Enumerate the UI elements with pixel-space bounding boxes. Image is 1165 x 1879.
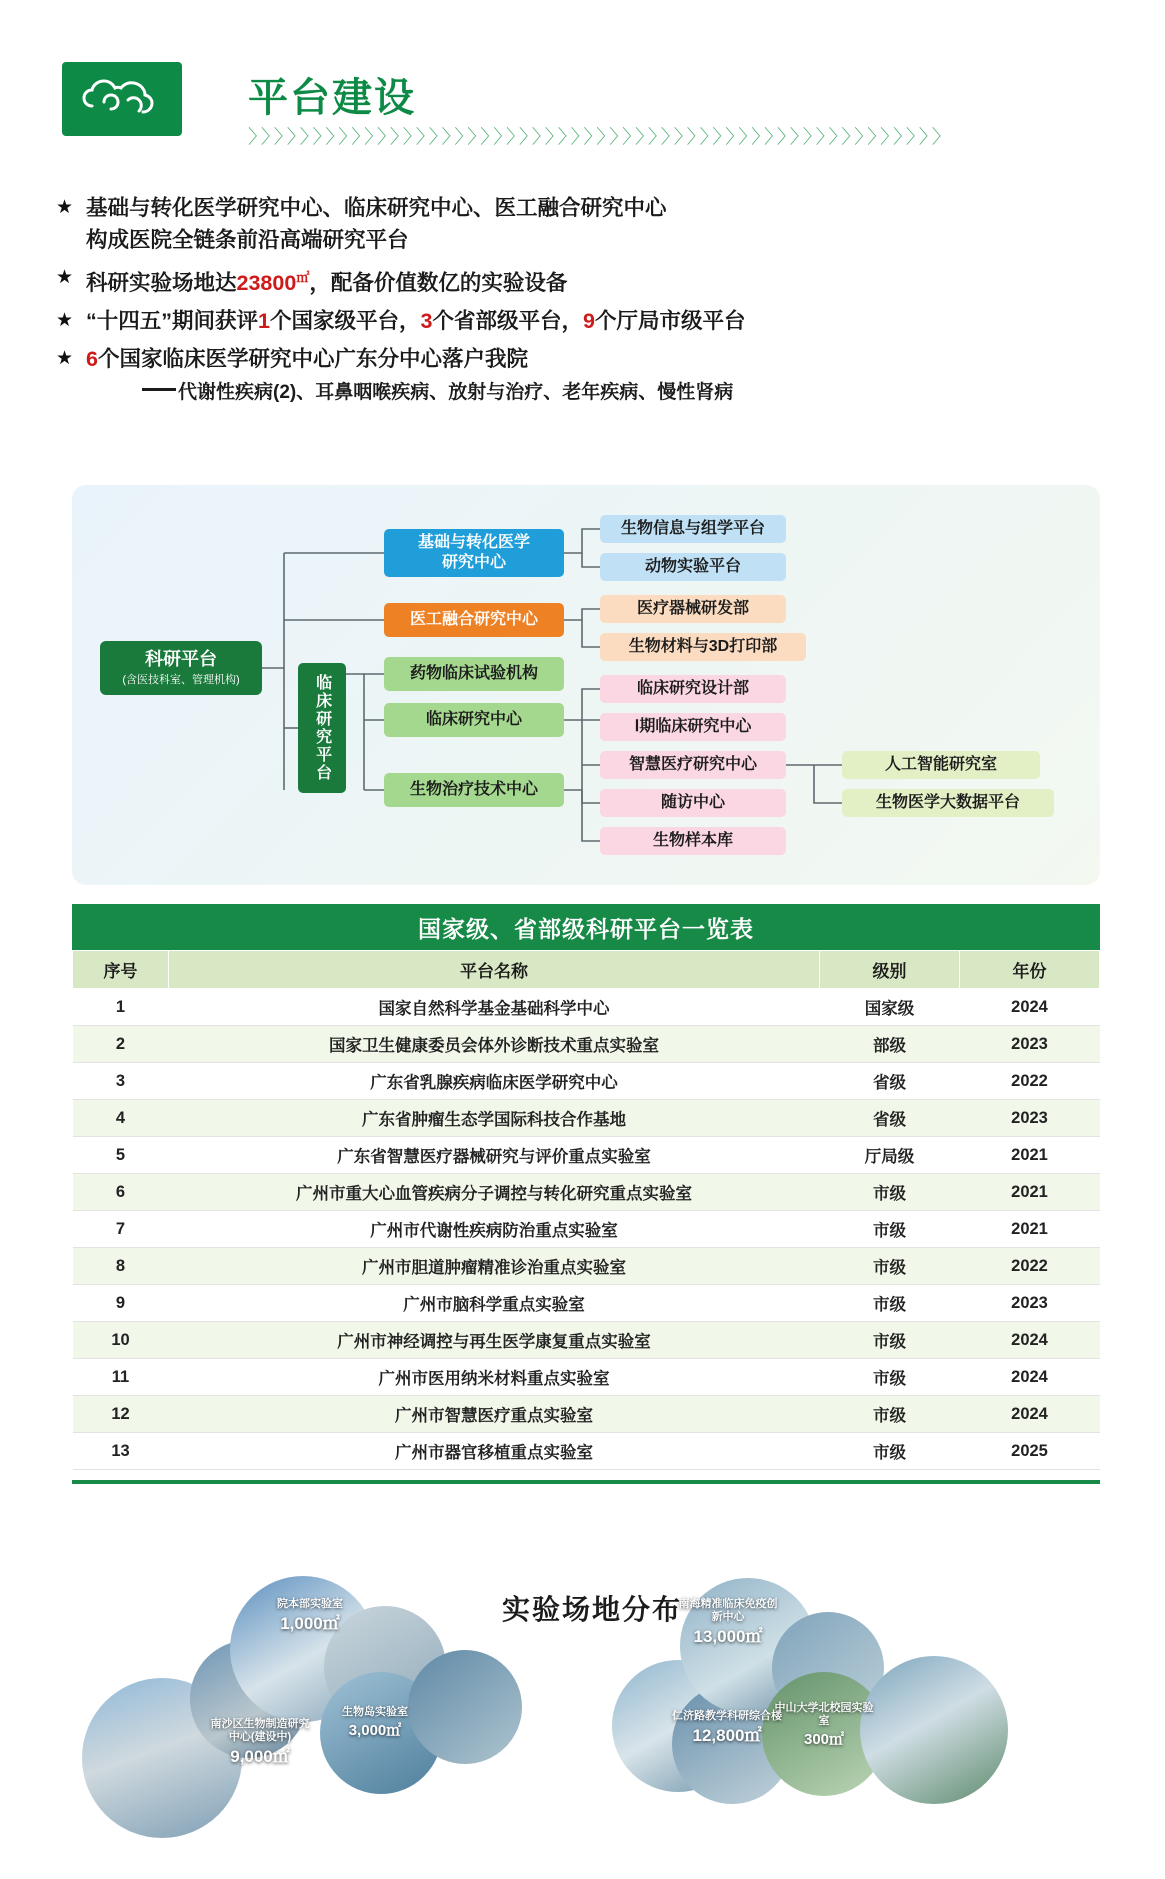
star-icon: ★ <box>56 348 74 370</box>
star-icon: ★ <box>56 197 74 218</box>
cell-level: 市级 <box>820 1322 960 1359</box>
star-icon: ★ <box>56 310 74 332</box>
cell-year: 2021 <box>960 1137 1100 1174</box>
table-row <box>73 1359 1100 1396</box>
table-row <box>73 1174 1100 1211</box>
cell-level: 市级 <box>820 1211 960 1248</box>
bullet-4-text <box>86 343 733 375</box>
site-label-bioisland <box>326 1706 424 1740</box>
diagram-node-clinical-platform: 临床研究平台 <box>298 663 346 793</box>
site-photo-sysu-north-2 <box>860 1656 1008 1804</box>
logo-badge <box>62 62 182 136</box>
cell-year: 2023 <box>960 1026 1100 1063</box>
diagram-leaf-smart-medical-center: 智慧医疗研究中心 <box>600 751 786 779</box>
cell-level: 部级 <box>820 1026 960 1063</box>
table-row <box>73 1063 1100 1100</box>
diagram-root-subtitle: (含医技科室、管理机构) <box>122 673 240 686</box>
cell-no: 5 <box>73 1137 169 1174</box>
bullet-2-number: 23800 <box>236 271 297 296</box>
cell-name: 广州市代谢性疾病防治重点实验室 <box>169 1211 820 1248</box>
col-header-year: 年份 <box>960 951 1100 989</box>
table-body <box>73 989 1100 1470</box>
bullet-3-seg-3: 个省部级平台， <box>432 309 583 334</box>
table-row <box>73 1137 1100 1174</box>
cell-year: 2022 <box>960 1248 1100 1285</box>
bullet-2-pre: 科研实验场地达 <box>86 271 237 296</box>
table-row <box>73 1433 1100 1470</box>
table-row <box>73 989 1100 1026</box>
cell-name: 广东省肿瘤生态学国际科技合作基地 <box>169 1100 820 1137</box>
cell-level: 市级 <box>820 1285 960 1322</box>
diagram-node-medical-engineering-center: 医工融合研究中心 <box>384 603 564 637</box>
table-row <box>73 1285 1100 1322</box>
cell-name: 广州市智慧医疗重点实验室 <box>169 1396 820 1433</box>
cell-no: 10 <box>73 1322 169 1359</box>
cell-no: 7 <box>73 1211 169 1248</box>
site-area: 1,000㎡ <box>280 1614 340 1634</box>
site-label-sysu-north <box>772 1702 876 1749</box>
cell-name: 广州市神经调控与再生医学康复重点实验室 <box>169 1322 820 1359</box>
site-name: 仁济路教学科研综合楼 <box>672 1710 782 1722</box>
table-row <box>73 1322 1100 1359</box>
diagram-node-biotherapy-center: 生物治疗技术中心 <box>384 773 564 807</box>
cell-level: 市级 <box>820 1359 960 1396</box>
cell-year: 2022 <box>960 1063 1100 1100</box>
site-name: 生物岛实验室 <box>342 1706 408 1718</box>
diagram-leaf-followup-center: 随访中心 <box>600 789 786 817</box>
hospital-cloud-logo-icon <box>80 76 164 122</box>
cell-year: 2024 <box>960 1359 1100 1396</box>
star-icon: ★ <box>56 267 74 288</box>
cell-no: 13 <box>73 1433 169 1470</box>
site-name: 南沙区生物制造研究中心(建设中) <box>210 1718 310 1744</box>
site-area: 3,000㎡ <box>348 1722 402 1740</box>
site-label-nansha <box>206 1718 314 1768</box>
research-platform-diagram <box>72 485 1100 885</box>
table-header-row <box>73 951 1100 989</box>
cell-level: 市级 <box>820 1248 960 1285</box>
section-divider <box>72 1480 1100 1484</box>
bullet-3-text <box>86 305 745 337</box>
diagram-node-basic-translational-center <box>384 529 564 577</box>
cell-year: 2024 <box>960 1396 1100 1433</box>
cell-level: 国家级 <box>820 989 960 1026</box>
cell-no: 8 <box>73 1248 169 1285</box>
site-area: 13,000㎡ <box>693 1627 763 1647</box>
diagram-basic-line-2: 研究中心 <box>441 554 506 571</box>
chevron-divider: 〉〉〉〉〉〉〉〉〉〉〉〉〉〉〉〉〉〉〉〉〉〉〉〉〉〉〉〉〉〉〉〉〉〉〉〉〉〉〉〉〉〉〉〉〉〉〉〉〉〉〉〉〉〉 <box>248 126 955 148</box>
lab-sites-section <box>72 1540 1100 1860</box>
bullet-3-seg-2: 个国家级平台， <box>269 309 421 334</box>
cell-name: 广州市脑科学重点实验室 <box>169 1285 820 1322</box>
site-label-main <box>264 1598 356 1635</box>
bullet-item-2 <box>56 262 1116 299</box>
cell-name: 国家卫生健康委员会体外诊断技术重点实验室 <box>169 1026 820 1063</box>
cell-level: 市级 <box>820 1433 960 1470</box>
cell-year: 2024 <box>960 1322 1100 1359</box>
bullet-3-num-3: 9 <box>582 309 595 334</box>
cell-year: 2021 <box>960 1174 1100 1211</box>
bullet-3-num-1: 1 <box>258 309 270 334</box>
site-label-nanhai <box>676 1598 780 1648</box>
bullet-4-seg: 个国家临床医学研究中心广东分中心落户我院 <box>97 347 528 372</box>
cell-name: 广州市重大心血管疾病分子调控与转化研究重点实验室 <box>169 1174 820 1211</box>
bullet-1-line-2: 构成医院全链条前沿高端研究平台 <box>86 228 409 252</box>
diagram-leaf-ai-lab: 人工智能研究室 <box>842 751 1040 779</box>
bullet-item-3 <box>56 305 1116 337</box>
site-label-renji <box>668 1710 786 1747</box>
cell-name: 广州市医用纳米材料重点实验室 <box>169 1359 820 1396</box>
bullet-2-text <box>86 262 567 299</box>
bullet-3-seg-1: “十四五”期间获评 <box>86 309 259 334</box>
page-title: 平台建设 <box>248 76 416 120</box>
col-header-name: 平台名称 <box>169 951 820 989</box>
bullet-2-unit: ㎡ <box>296 270 310 285</box>
cell-year: 2025 <box>960 1433 1100 1470</box>
cell-name: 广东省乳腺疾病临床医学研究中心 <box>169 1063 820 1100</box>
bullet-list <box>56 192 1116 415</box>
table-row <box>73 1026 1100 1063</box>
cell-no: 6 <box>73 1174 169 1211</box>
cell-year: 2023 <box>960 1285 1100 1322</box>
diagram-leaf-device-rd: 医疗器械研发部 <box>600 595 786 623</box>
site-photo-bioisland-2 <box>408 1650 522 1764</box>
diagram-leaf-phase1-center: Ⅰ期临床研究中心 <box>600 713 786 741</box>
bullet-2-post: ，配备价值数亿的实验设备 <box>309 271 568 296</box>
bullet-item-1 <box>56 192 1116 256</box>
cell-year: 2021 <box>960 1211 1100 1248</box>
diagram-leaf-biomedical-bigdata: 生物医学大数据平台 <box>842 789 1054 817</box>
diagram-leaf-bioinformatics: 生物信息与组学平台 <box>600 515 786 543</box>
cell-no: 2 <box>73 1026 169 1063</box>
site-area: 12,800㎡ <box>692 1726 762 1746</box>
site-area: 9,000㎡ <box>230 1747 290 1767</box>
cell-no: 1 <box>73 989 169 1026</box>
table-row <box>73 1396 1100 1433</box>
diagram-node-clinical-research-center: 临床研究中心 <box>384 703 564 737</box>
bullet-3-seg-4: 个厅局市级平台 <box>594 309 746 334</box>
lab-sites-title: 实验场地分布 <box>502 1594 683 1625</box>
diagram-leaf-animal-lab: 动物实验平台 <box>600 553 786 581</box>
cell-name: 广州市器官移植重点实验室 <box>169 1433 820 1470</box>
bullet-3-num-2: 3 <box>420 309 433 334</box>
site-area: 300㎡ <box>803 1731 845 1749</box>
cell-no: 9 <box>73 1285 169 1322</box>
bullet-item-4 <box>56 343 1116 409</box>
dash-icon <box>142 388 176 391</box>
bullet-4-number: 6 <box>86 347 98 372</box>
table-row <box>73 1248 1100 1285</box>
table-title: 国家级、省部级科研平台一览表 <box>72 904 1100 950</box>
diagram-node-drug-trial-org: 药物临床试验机构 <box>384 657 564 691</box>
col-header-no: 序号 <box>73 951 169 989</box>
site-name: 中山大学北校园实验室 <box>774 1702 874 1728</box>
site-name: 院本部实验室 <box>277 1598 343 1610</box>
platform-table-section <box>72 904 1100 1484</box>
diagram-node-root <box>100 641 262 695</box>
cell-no: 3 <box>73 1063 169 1100</box>
platform-table <box>72 950 1100 1470</box>
cell-no: 4 <box>73 1100 169 1137</box>
cell-name: 广州市胆道肿瘤精准诊治重点实验室 <box>169 1248 820 1285</box>
diagram-root-title: 科研平台 <box>145 649 217 670</box>
diagram-leaf-clinical-design: 临床研究设计部 <box>600 675 786 703</box>
diagram-basic-line-1: 基础与转化医学 <box>417 534 530 551</box>
cell-name: 国家自然科学基金基础科学中心 <box>169 989 820 1026</box>
bullet-4-note-row <box>142 375 733 409</box>
cell-level: 市级 <box>820 1396 960 1433</box>
diagram-leaf-biomaterials-3dprint: 生物材料与3D打印部 <box>600 633 806 661</box>
page-header <box>62 62 1107 152</box>
cell-level: 省级 <box>820 1063 960 1100</box>
bullet-1-line-1: 基础与转化医学研究中心、临床研究中心、医工融合研究中心 <box>86 196 667 220</box>
cell-level: 市级 <box>820 1174 960 1211</box>
cell-level: 厅局级 <box>820 1137 960 1174</box>
site-name: 南海精准临床免疫创新中心 <box>678 1598 778 1624</box>
table-row <box>73 1100 1100 1137</box>
bullet-4-note: 代谢性疾病(2)、耳鼻咽喉疾病、放射与治疗、老年疾病、慢性肾病 <box>178 382 734 404</box>
cell-level: 省级 <box>820 1100 960 1137</box>
cell-no: 11 <box>73 1359 169 1396</box>
diagram-leaf-biobank: 生物样本库 <box>600 827 786 855</box>
cell-year: 2024 <box>960 989 1100 1026</box>
cell-no: 12 <box>73 1396 169 1433</box>
cell-year: 2023 <box>960 1100 1100 1137</box>
col-header-level: 级别 <box>820 951 960 989</box>
table-row <box>73 1211 1100 1248</box>
cell-name: 广东省智慧医疗器械研究与评价重点实验室 <box>169 1137 820 1174</box>
